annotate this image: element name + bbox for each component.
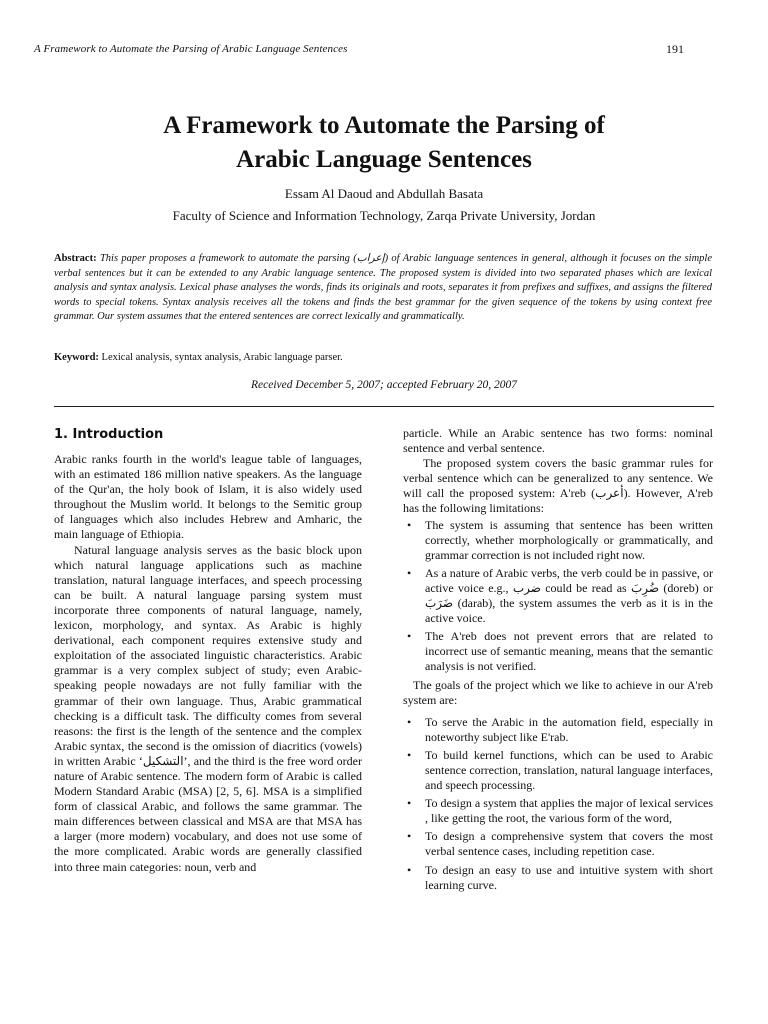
- keyword-text: Lexical analysis, syntax analysis, Arabic language parser.: [101, 352, 343, 363]
- received-date: Received December 5, 2007; accepted February 20, 2007: [251, 379, 517, 391]
- list-item: [403, 863, 713, 893]
- list-item: [403, 715, 713, 745]
- list-item-text: As a nature of Arabic verbs, the verb could be in passive, or active voice e.g., ضرب could be read as ضُرِبَ (doreb) or ضَرَبَ (darab), the system assumes the verb as it is in the active voice.: [425, 565, 713, 626]
- abstract-text: This paper proposes a framework to automate the parsing (إعراب) of Arabic language sentences in general, although it focuses on the simple verbal sentences but it can be extended to any Arabic language sentence. The proposed system is divided into two separated phases which are lexical analysis and syntax analysis. Lexical phase analyses the words, finds its originals and roots, separates it from prefixes and suffixes, and assigns the filtered words to special tokens. Syntax analysis receives all the tokens and finds the best grammar for the given sequence of the tokens by using context free grammar. Our system assumes that the entered sentences are correct lexically and grammatically.: [54, 253, 712, 322]
- keywords: [54, 351, 712, 365]
- list-item-text: The system is assuming that sentence has been written correctly, whether morphologically or grammatically, and grammar correction is not included right now.: [425, 517, 713, 562]
- authors: Essam Al Daoud and Abdullah Basata: [284, 186, 484, 201]
- bullet-icon: •: [407, 796, 412, 811]
- list-item-text: The A'reb does not prevent errors that are related to incorrect use of semantic meaning, means that the semantic analysis is not verified.: [425, 629, 713, 674]
- list-item: [403, 829, 713, 859]
- left-column: [54, 426, 362, 875]
- bullet-icon: •: [407, 629, 412, 644]
- list-item: [403, 748, 713, 793]
- bullet-icon: •: [407, 862, 412, 877]
- bullet-icon: •: [407, 829, 412, 844]
- list-item-text: To serve the Arabic in the automation field, especially in noteworthy subject like E'rab.: [425, 714, 713, 744]
- list-item-text: To design an easy to use and intuitive system with short learning curve.: [425, 862, 713, 892]
- goals-list: [403, 715, 713, 893]
- bullet-icon: •: [407, 565, 412, 580]
- intro-paragraph-1: Arabic ranks fourth in the world's league table of languages, with an estimated 186 million native speakers. As the language of the Qur'an, the holy book of Islam, it is also widely used throughout the Muslim world. It belongs to the Semitic group of languages which also includes Hebrew and Amharic, the main language of Ethiopia.: [54, 452, 362, 542]
- keyword-label: Keyword:: [54, 352, 99, 363]
- bullet-icon: •: [407, 747, 412, 762]
- paragraph-continuation: particle. While an Arabic sentence has two forms: nominal sentence and verbal sentence.: [403, 426, 713, 456]
- list-item-text: To build kernel functions, which can be used to Arabic sentence correction, translation, natural language interfaces, and speech processing.: [425, 747, 713, 793]
- bullet-icon: •: [407, 517, 412, 532]
- list-item-text: To design a system that applies the major of lexical services , like getting the root, the various form of the word,: [425, 796, 713, 826]
- section-heading: 1. Introduction: [54, 427, 164, 442]
- bullet-icon: •: [407, 714, 412, 729]
- list-item: [403, 518, 713, 563]
- system-paragraph: The proposed system covers the basic grammar rules for verbal sentence which can be generalized to any sentence. We will call the proposed system: A'reb (أعرب). However, A'reb has the following limitations:: [403, 456, 713, 516]
- list-item: [403, 796, 713, 826]
- list-item: [403, 629, 713, 674]
- right-column: [403, 426, 713, 896]
- paper-title: [0, 109, 768, 177]
- divider: [54, 406, 714, 407]
- running-head: A Framework to Automate the Parsing of Arabic Language Sentences: [34, 43, 348, 55]
- goals-intro: The goals of the project which we like to achieve in our A'reb system are:: [403, 677, 713, 707]
- title-line-1: A Framework to Automate the Parsing of: [163, 112, 605, 139]
- title-line-2: Arabic Language Sentences: [236, 146, 532, 173]
- list-item-text: To design a comprehensive system that covers the most verbal sentence cases, including repetition case.: [425, 829, 713, 859]
- limitations-list: [403, 518, 713, 675]
- affiliation: Faculty of Science and Information Technology, Zarqa Private University, Jordan: [172, 208, 596, 223]
- page-number: 191: [666, 42, 684, 56]
- abstract: [54, 252, 712, 325]
- abstract-label: Abstract:: [54, 253, 97, 264]
- list-item: [403, 566, 713, 626]
- intro-paragraph-2: Natural language analysis serves as the basic block upon which natural language applications such as machine translation, natural language interfaces, and speech processing can be built. A natural language parsing system must incorporate three components of natural language, namely, lexicon, morphology, and syntax. As Arabic is highly derivational, each component requires extensive study and exploitation of the associated linguistic characteristics. Arabic grammar is a very complex subject of study; even Arabic-speaking people nowadays are not fully familiar with the grammar of their own language. Thus, Arabic grammatical checking is a difficult task. The difficulty comes from several reasons: the first is the length of the sentence and the complex Arabic syntax, the second is the omission of diacritics (vowels) in written Arabic ‘التشكيل’, and the third is the free word order nature of Arabic sentence. The modern form of Arabic is called Modern Standard Arabic (MSA) [2, 5, 6]. MSA is a simplified form of classical Arabic, and follows the same grammar. The main differences between classical and MSA are that MSA has a larger (more modern) vocabulary, and does not use some of the more complicated. Arabic words are generally classified into three main categories: noun, verb and: [54, 542, 363, 874]
